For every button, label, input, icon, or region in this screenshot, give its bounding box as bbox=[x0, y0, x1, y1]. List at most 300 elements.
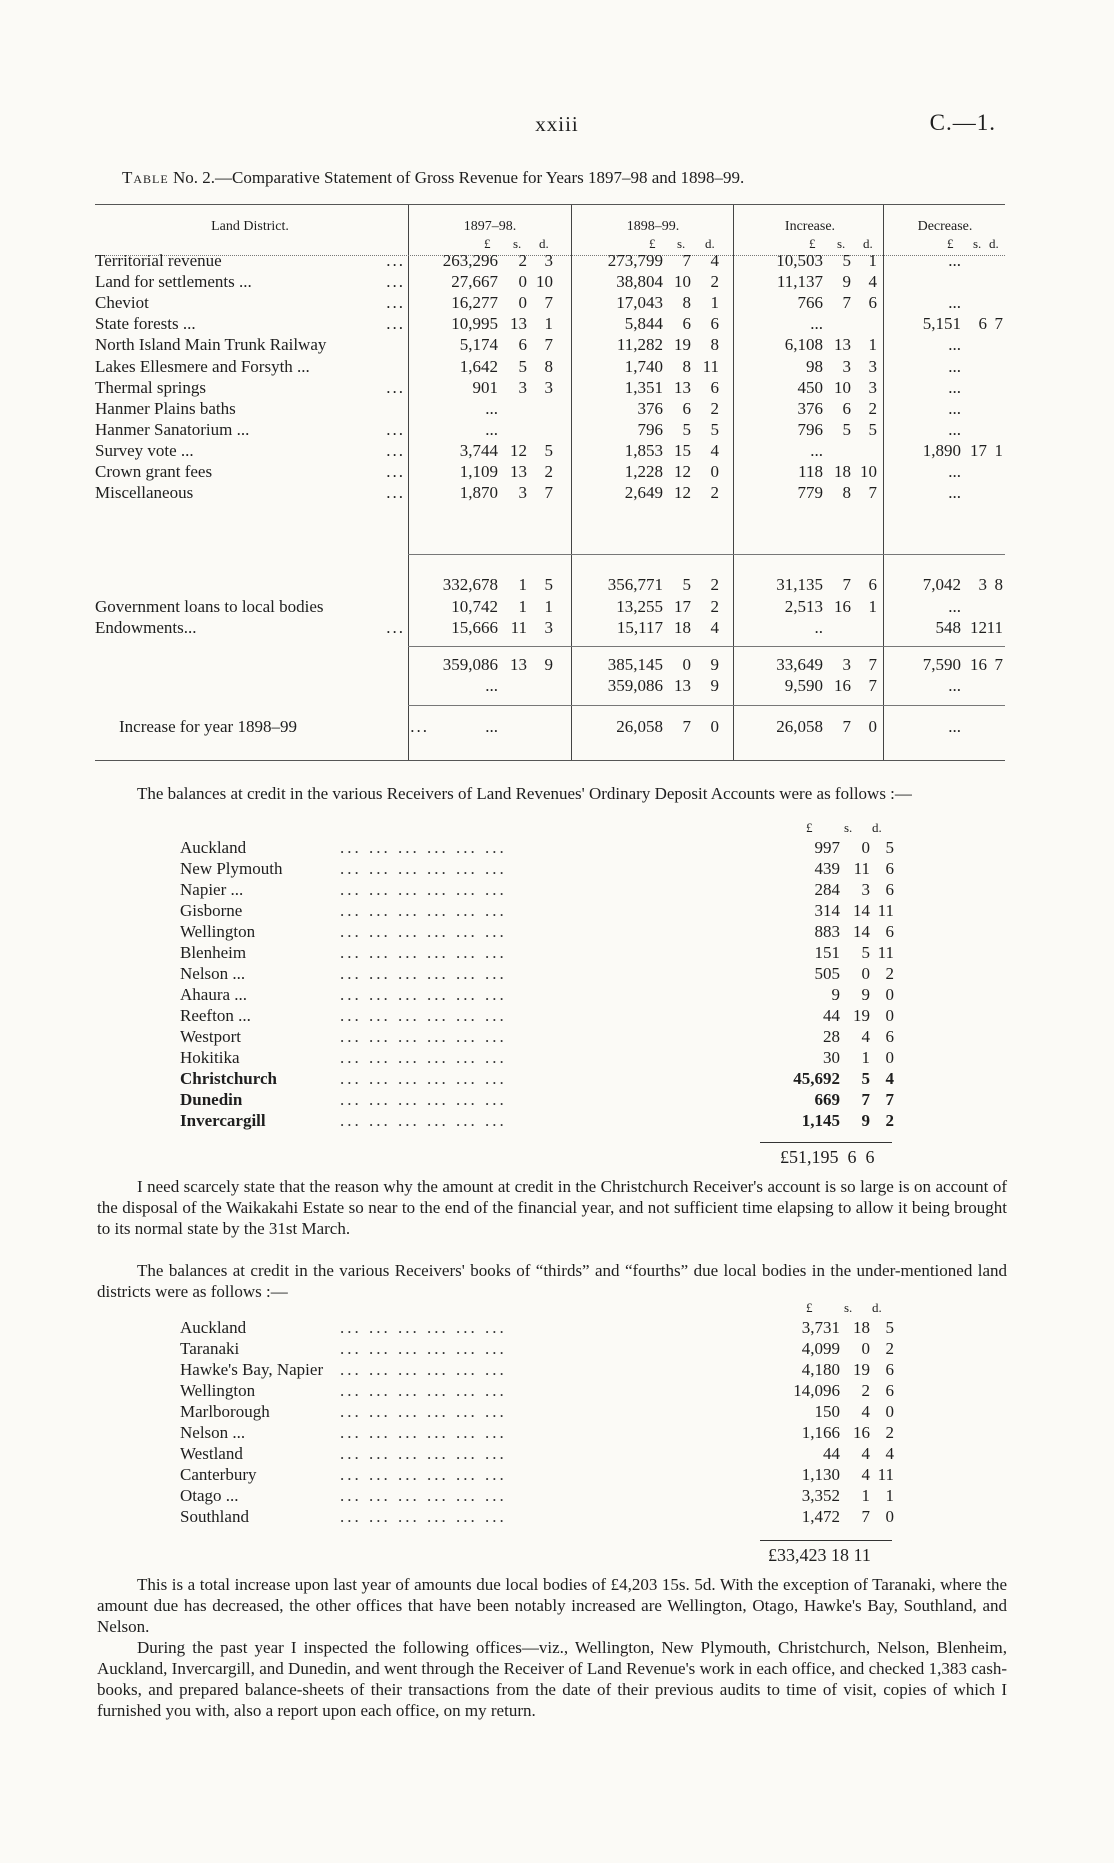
loans-row-0-c2-pound: 13,255 bbox=[616, 597, 663, 616]
balance-row bbox=[180, 1339, 940, 1360]
table-row-8-c2-pence: 5 bbox=[710, 419, 719, 439]
table-title bbox=[122, 168, 1002, 188]
table-row-1-c3-pence: 4 bbox=[868, 272, 877, 292]
district-name: Westland bbox=[180, 1444, 243, 1463]
district-name: Canterbury bbox=[180, 1465, 257, 1484]
table-row-11-c2-pound: 2,649 bbox=[624, 483, 663, 503]
balance-amount-pounds: 14,096 bbox=[793, 1381, 840, 1400]
total-row-c1-pence: 9 bbox=[544, 655, 553, 674]
leader-dots: ... bbox=[386, 483, 405, 503]
leader-dots: ... bbox=[386, 293, 405, 313]
balance-amount-pence: 6 bbox=[885, 922, 894, 941]
table-row-0-c3-pence: 1 bbox=[868, 251, 877, 270]
paragraph-inspections bbox=[97, 1637, 1007, 1721]
table-row-6-c2-shilling: 13 bbox=[674, 377, 691, 397]
table-row-3-c2-shilling: 6 bbox=[682, 314, 691, 334]
balance-amount-pounds: 30 bbox=[823, 1048, 840, 1067]
balance-amount-pence: 2 bbox=[885, 1111, 894, 1130]
balance-amount-pence: 6 bbox=[885, 1381, 894, 1400]
district-name: Napier ... bbox=[180, 880, 244, 899]
table-row-2-c1-shilling: 0 bbox=[518, 293, 527, 313]
table-row-2-c2-pound: 17,043 bbox=[616, 293, 663, 313]
district-name: Dunedin bbox=[180, 1090, 243, 1109]
row-label-text: Crown grant fees bbox=[95, 462, 213, 481]
leader-dots: ... ... ... ... ... ... bbox=[340, 1111, 507, 1130]
subtotal-row-c2-pence: 2 bbox=[710, 575, 719, 594]
district-name: Wellington bbox=[180, 922, 256, 941]
table-row-2-c2-pence: 1 bbox=[710, 293, 719, 313]
table-row-8-c2-pound: 796 bbox=[637, 419, 663, 439]
balance-row bbox=[180, 1381, 940, 1402]
table-row-5-c4-pound: ... bbox=[948, 356, 961, 376]
page-number: xxiii bbox=[535, 112, 579, 136]
balance-amount-pence: 11 bbox=[877, 901, 894, 920]
table-row-0-c1-pence: 3 bbox=[544, 251, 553, 270]
balance-row bbox=[180, 1318, 940, 1339]
table-row-1-c3-shilling: 9 bbox=[842, 272, 851, 292]
leader-dots: ... bbox=[386, 462, 405, 481]
row-label-text: North Island Main Trunk Railway bbox=[95, 335, 327, 355]
leader-dots: ... ... ... ... ... ... bbox=[340, 1486, 507, 1505]
balance-amount-shillings: 19 bbox=[853, 1006, 870, 1025]
balance-amount-pence: 6 bbox=[885, 880, 894, 899]
table-row-7-c2-pound: 376 bbox=[637, 398, 663, 418]
difference-rule bbox=[408, 705, 1005, 706]
subtotal-row-c3-pound: 31,135 bbox=[776, 575, 823, 594]
table-row-7-c4-pound: ... bbox=[948, 398, 961, 418]
table-row-7-c2-shilling: 6 bbox=[682, 398, 691, 418]
balance-amount-pence: 0 bbox=[885, 1507, 894, 1526]
district-name: Christchurch bbox=[180, 1069, 277, 1088]
balance-amount-pence: 0 bbox=[885, 1006, 894, 1025]
row-label bbox=[95, 378, 405, 398]
balance-amount-shillings: 5 bbox=[861, 943, 870, 962]
table-row-4-c3-pound: 6,108 bbox=[784, 335, 823, 355]
table-row-10-c1-pence: 2 bbox=[544, 462, 553, 481]
list2-unit-shilling: s. bbox=[844, 1300, 853, 1315]
district-name: Invercargill bbox=[180, 1111, 266, 1130]
less-row-c2-shilling: 13 bbox=[674, 676, 691, 695]
table-row-1-c2-pence: 2 bbox=[710, 272, 719, 292]
table-row-3-c4-pence: 7 bbox=[994, 314, 1003, 334]
subtotal-row-c2-pound: 356,771 bbox=[607, 575, 663, 594]
balance-amount-pence: 5 bbox=[885, 1318, 894, 1337]
balance-row bbox=[180, 880, 940, 901]
table-row-10-c1-shilling: 13 bbox=[510, 462, 527, 481]
unit-label-shilling: s. bbox=[677, 236, 686, 251]
less-row-c2-pound: 359,086 bbox=[607, 676, 663, 695]
table-row-7-c1-pound: ... bbox=[485, 398, 498, 418]
loans-row-0-c3-pound: 2,513 bbox=[784, 597, 823, 616]
district-name: Auckland bbox=[180, 838, 247, 857]
table-row-5-c1-shilling: 5 bbox=[518, 356, 527, 376]
balance-amount-pounds: 4,180 bbox=[801, 1360, 840, 1379]
district-name: Ahaura ... bbox=[180, 985, 248, 1004]
balance-amount-pounds: 44 bbox=[823, 1444, 840, 1463]
deposit-balances-total: £51,195 6 6 bbox=[780, 1147, 875, 1167]
balance-amount-pounds: 45,692 bbox=[793, 1069, 840, 1088]
less-row-c1-pound: ... bbox=[485, 676, 498, 695]
increase-row-label-text: Increase for year 1898–99 bbox=[119, 717, 297, 736]
table-row-1-c2-shilling: 10 bbox=[674, 272, 691, 292]
table-row-2-c2-shilling: 8 bbox=[682, 293, 691, 313]
loans-row-0-c3-shilling: 16 bbox=[834, 597, 851, 616]
leader-dots: ... bbox=[386, 419, 405, 439]
col-header-district: Land District. bbox=[211, 219, 289, 234]
balance-amount-pence: 6 bbox=[885, 859, 894, 878]
leader-dots: ... ... ... ... ... ... bbox=[340, 1507, 507, 1526]
row-label-text: Miscellaneous bbox=[95, 483, 194, 503]
list1-unit-pence: d. bbox=[872, 820, 882, 835]
balance-row bbox=[180, 1402, 940, 1423]
leader-dots: ... ... ... ... ... ... bbox=[340, 1444, 507, 1463]
increase-row-c4-pound: ... bbox=[948, 717, 961, 736]
table-row-10-c3-pence: 10 bbox=[860, 462, 877, 481]
district-name: Gisborne bbox=[180, 901, 243, 920]
document-reference: C.—1. bbox=[929, 110, 996, 135]
paragraph-deposit-accounts bbox=[97, 783, 1007, 804]
table-row-0-c1-pound: 263,296 bbox=[442, 251, 498, 270]
subtotal-row-c2-shilling: 5 bbox=[682, 575, 691, 594]
table-row-3-c1-shilling: 13 bbox=[510, 314, 527, 334]
balance-row bbox=[180, 1465, 940, 1486]
balance-amount-shillings: 14 bbox=[853, 922, 870, 941]
balance-row bbox=[180, 1006, 940, 1027]
balance-amount-pence: 2 bbox=[885, 1423, 894, 1442]
leader-dots: ... ... ... ... ... ... bbox=[340, 838, 507, 857]
table-row-5-c1-pence: 8 bbox=[544, 356, 553, 376]
row-label-text: Hanmer Plains baths bbox=[95, 398, 236, 418]
balance-amount-shillings: 14 bbox=[853, 901, 870, 920]
balance-row bbox=[180, 1360, 940, 1381]
increase-row-label bbox=[95, 717, 429, 737]
balance-amount-pounds: 1,472 bbox=[801, 1507, 840, 1526]
unit-label-pound: £ bbox=[947, 236, 954, 251]
table-row-3-c4-pound: 5,151 bbox=[922, 314, 961, 334]
table-row-11-c2-pence: 2 bbox=[710, 483, 719, 503]
balance-amount-pence: 0 bbox=[885, 985, 894, 1004]
table-row-10-c3-pound: 118 bbox=[798, 462, 823, 481]
table-row-11-c2-shilling: 12 bbox=[674, 483, 691, 503]
loans-row-1-c2-pound: 15,117 bbox=[616, 618, 663, 638]
row-label-text: Survey vote ... bbox=[95, 440, 194, 460]
leader-dots: ... ... ... ... ... ... bbox=[340, 901, 507, 920]
total-rule bbox=[408, 646, 1005, 647]
table-row-6-c3-pence: 3 bbox=[868, 377, 877, 397]
row-label bbox=[95, 272, 405, 292]
total-row-c1-shilling: 13 bbox=[510, 655, 527, 674]
balance-row bbox=[180, 985, 940, 1006]
table-row-9-c3-pound: ... bbox=[810, 440, 823, 460]
balance-amount-pounds: 150 bbox=[814, 1402, 840, 1421]
table-row-8-c3-pound: 796 bbox=[797, 419, 823, 439]
balance-amount-shillings: 0 bbox=[861, 964, 870, 983]
table-row-4-c1-shilling: 6 bbox=[518, 335, 527, 355]
loans-row-1-c2-pence: 4 bbox=[710, 618, 719, 638]
table-row-8-c3-shilling: 5 bbox=[842, 419, 851, 439]
unit-label-pound: £ bbox=[809, 236, 816, 251]
balance-amount-pounds: 1,145 bbox=[801, 1111, 840, 1130]
balance-amount-pounds: 3,352 bbox=[801, 1486, 840, 1505]
paragraph-christchurch bbox=[97, 1176, 1007, 1239]
table-row-5-c3-pound: 98 bbox=[806, 356, 823, 376]
balance-amount-pounds: 669 bbox=[814, 1090, 840, 1109]
table-row-4-c2-shilling: 19 bbox=[674, 335, 691, 355]
balance-amount-shillings: 9 bbox=[861, 985, 870, 1004]
column-rule bbox=[883, 205, 884, 760]
table-row-3-c1-pound: 10,995 bbox=[451, 314, 498, 334]
total-row-c3-pound: 33,649 bbox=[776, 655, 823, 674]
table-row-0-c2-pound: 273,799 bbox=[607, 251, 663, 270]
balance-amount-shillings: 0 bbox=[861, 838, 870, 857]
leader-dots: ... ... ... ... ... ... bbox=[340, 1027, 507, 1046]
table-row-7-c3-pence: 2 bbox=[868, 398, 877, 418]
leader-dots: ... ... ... ... ... ... bbox=[340, 1381, 507, 1400]
subtotal-row-c3-shilling: 7 bbox=[842, 575, 851, 594]
less-row-c4-pound: ... bbox=[948, 676, 961, 695]
loans-row-0-c1-shilling: 1 bbox=[518, 597, 527, 616]
leader-dots: ... ... ... ... ... ... bbox=[340, 985, 507, 1004]
leader-dots: ... ... ... ... ... ... bbox=[340, 922, 507, 941]
unit-label-pence: d. bbox=[539, 236, 549, 251]
table-row-4-c1-pound: 5,174 bbox=[459, 335, 498, 355]
leader-dots: ... ... ... ... ... ... bbox=[340, 1048, 507, 1067]
balance-row bbox=[180, 1444, 940, 1465]
row-label bbox=[95, 483, 405, 503]
balance-amount-shillings: 18 bbox=[853, 1318, 870, 1337]
table-row-2-c3-shilling: 7 bbox=[842, 293, 851, 313]
list2-unit-pound: £ bbox=[806, 1300, 813, 1315]
table-row-5-c3-shilling: 3 bbox=[842, 356, 851, 376]
table-row-10-c3-shilling: 18 bbox=[834, 462, 851, 481]
table-row-8-c2-shilling: 5 bbox=[682, 419, 691, 439]
balance-amount-pence: 4 bbox=[885, 1444, 894, 1463]
balance-amount-pence: 0 bbox=[885, 1402, 894, 1421]
leader-dots: ... bbox=[386, 377, 405, 397]
paragraph-thirds-fourths bbox=[97, 1260, 1007, 1302]
sum-rule bbox=[760, 1540, 892, 1541]
balance-row bbox=[180, 1048, 940, 1069]
leader-dots: ... ... ... ... ... ... bbox=[340, 943, 507, 962]
paragraph-christchurch-text: I need scarcely state that the reason why the amount at credit in the Christchurch Receiver's account is so large is on account of the disposal of the Waikakahi Estate so near to the end of the financial year, and not sufficient time elapsing to allow it being brought to its normal state by the 31st March. bbox=[97, 1177, 1007, 1238]
balance-amount-pence: 11 bbox=[877, 1465, 894, 1484]
column-rule bbox=[733, 205, 734, 760]
row-label-text: Territorial revenue bbox=[95, 251, 222, 270]
col-header-1898: 1898–99. bbox=[626, 219, 680, 234]
unit-label-shilling: s. bbox=[973, 236, 982, 251]
table-row-6-c1-pence: 3 bbox=[544, 377, 553, 397]
subtotal-row-c1-pence: 5 bbox=[544, 575, 553, 594]
loans-row-1-c4-pound: 548 bbox=[935, 618, 961, 638]
balance-amount-shillings: 4 bbox=[861, 1444, 870, 1463]
balance-amount-pounds: 151 bbox=[814, 943, 840, 962]
paragraph-increase bbox=[97, 1574, 1007, 1637]
balance-amount-pounds: 505 bbox=[814, 964, 840, 983]
balance-amount-pence: 11 bbox=[877, 943, 894, 962]
balance-row bbox=[180, 1111, 940, 1132]
table-row-1-c1-pence: 10 bbox=[536, 272, 553, 292]
table-row-9-c1-shilling: 12 bbox=[510, 440, 527, 460]
unit-label-pence: d. bbox=[989, 236, 999, 251]
total-row-c2-pence: 9 bbox=[710, 655, 719, 674]
increase-row-c2-shilling: 7 bbox=[682, 717, 691, 736]
table-row-3-c3-pound: ... bbox=[810, 314, 823, 334]
row-label-text: Hanmer Sanatorium ... bbox=[95, 419, 250, 439]
balance-row bbox=[180, 943, 940, 964]
balance-amount-pence: 1 bbox=[885, 1486, 894, 1505]
balance-row bbox=[180, 1486, 940, 1507]
balance-amount-pounds: 439 bbox=[814, 859, 840, 878]
table-row-11-c3-shilling: 8 bbox=[842, 483, 851, 503]
table-row-3-c2-pence: 6 bbox=[710, 314, 719, 334]
table-row-0-c2-shilling: 7 bbox=[682, 251, 691, 270]
table-row-1-c3-pound: 11,137 bbox=[776, 272, 823, 292]
deposit-balances-list bbox=[180, 838, 940, 1132]
district-name: Hokitika bbox=[180, 1048, 240, 1067]
district-name: Blenheim bbox=[180, 943, 247, 962]
table-row-7-c3-shilling: 6 bbox=[842, 398, 851, 418]
leader-dots: ... bbox=[386, 440, 405, 460]
balance-amount-pounds: 1,166 bbox=[801, 1423, 840, 1442]
total-row-c2-shilling: 0 bbox=[682, 655, 691, 674]
leader-dots: ... bbox=[386, 314, 405, 334]
table-row-0-c3-pound: 10,503 bbox=[776, 251, 823, 270]
table-row-1-c1-pound: 27,667 bbox=[451, 272, 498, 292]
total-row-c4-shilling: 16 bbox=[970, 655, 987, 674]
table-row-9-c2-shilling: 15 bbox=[674, 440, 691, 460]
leader-dots: ... ... ... ... ... ... bbox=[340, 1465, 507, 1484]
table-row-4-c3-pence: 1 bbox=[868, 335, 877, 355]
table-row-9-c1-pound: 3,744 bbox=[459, 440, 498, 460]
balance-amount-pounds: 9 bbox=[831, 985, 840, 1004]
table-row-6-c3-pound: 450 bbox=[797, 377, 823, 397]
balance-row bbox=[180, 901, 940, 922]
row-label-text: Land for settlements ... bbox=[95, 272, 252, 292]
row-label bbox=[95, 357, 405, 377]
leader-dots: ... bbox=[386, 251, 405, 270]
unit-label-pound: £ bbox=[649, 236, 656, 251]
table-row-9-c4-pound: 1,890 bbox=[922, 440, 961, 460]
leader-dots: ... ... ... ... ... ... bbox=[340, 964, 507, 983]
local-bodies-balances-list bbox=[180, 1318, 940, 1528]
paragraph-thirds-fourths-text: The balances at credit in the various Receivers' books of “thirds” and “fourths” due local bodies in the under-mentioned land districts were as follows :— bbox=[97, 1261, 1007, 1301]
sum-rule bbox=[760, 1142, 892, 1143]
table-row-7-c2-pence: 2 bbox=[710, 398, 719, 418]
table-row-8-c3-pence: 5 bbox=[868, 419, 877, 439]
subtotal-rule bbox=[408, 554, 1005, 555]
district-name: Wellington bbox=[180, 1381, 256, 1400]
table-row-11-c4-pound: ... bbox=[948, 483, 961, 503]
table-row-4-c2-pound: 11,282 bbox=[616, 335, 663, 355]
balance-amount-shillings: 9 bbox=[861, 1111, 870, 1130]
balance-amount-pence: 2 bbox=[885, 1339, 894, 1358]
list1-unit-shilling: s. bbox=[844, 820, 853, 835]
total-row-c4-pence: 7 bbox=[994, 655, 1003, 674]
district-name: Hawke's Bay, Napier bbox=[180, 1360, 324, 1379]
balance-amount-pence: 4 bbox=[885, 1069, 894, 1088]
leader-dots: ... bbox=[410, 717, 429, 736]
balance-row bbox=[180, 1090, 940, 1111]
table-row-11-c3-pence: 7 bbox=[868, 483, 877, 503]
row-label bbox=[95, 335, 405, 355]
table-row-3-c1-pence: 1 bbox=[544, 314, 553, 334]
balance-amount-shillings: 3 bbox=[861, 880, 870, 899]
district-name: New Plymouth bbox=[180, 859, 283, 878]
table-row-6-c3-shilling: 10 bbox=[834, 377, 851, 397]
balance-amount-pence: 6 bbox=[885, 1360, 894, 1379]
row-label bbox=[95, 618, 405, 638]
balance-amount-shillings: 4 bbox=[861, 1027, 870, 1046]
total-row-c3-shilling: 3 bbox=[842, 655, 851, 674]
table-row-4-c2-pence: 8 bbox=[710, 335, 719, 355]
balance-amount-shillings: 7 bbox=[861, 1507, 870, 1526]
leader-dots: ... ... ... ... ... ... bbox=[340, 1318, 507, 1337]
table-row-11-c1-shilling: 3 bbox=[518, 483, 527, 503]
balance-amount-shillings: 0 bbox=[861, 1339, 870, 1358]
table-row-0-c2-pence: 4 bbox=[710, 251, 719, 270]
district-name: Otago ... bbox=[180, 1486, 239, 1505]
balance-row bbox=[180, 1507, 940, 1528]
increase-row-c3-pence: 0 bbox=[868, 717, 877, 736]
subtotal-row-c1-shilling: 1 bbox=[518, 575, 527, 594]
balance-amount-shillings: 4 bbox=[861, 1402, 870, 1421]
table-row-5-c3-pence: 3 bbox=[868, 356, 877, 376]
row-label bbox=[95, 597, 405, 617]
row-label bbox=[95, 251, 405, 271]
table-title-text: No. 2.—Comparative Statement of Gross Revenue for Years 1897–98 and 1898–99. bbox=[172, 168, 745, 187]
balance-amount-pounds: 44 bbox=[823, 1006, 840, 1025]
leader-dots: ... ... ... ... ... ... bbox=[340, 1402, 507, 1421]
table-title-prefix: Table bbox=[122, 168, 169, 187]
balance-amount-shillings: 4 bbox=[861, 1465, 870, 1484]
unit-label-pence: d. bbox=[705, 236, 715, 251]
column-rule bbox=[408, 205, 409, 760]
list1-unit-pound: £ bbox=[806, 820, 813, 835]
balance-amount-pounds: 4,099 bbox=[801, 1339, 840, 1358]
table-row-8-c4-pound: ... bbox=[948, 419, 961, 439]
balance-amount-shillings: 19 bbox=[853, 1360, 870, 1379]
table-row-10-c2-shilling: 12 bbox=[674, 462, 691, 481]
table-row-6-c1-pound: 901 bbox=[472, 377, 498, 397]
balance-row bbox=[180, 1069, 940, 1090]
list2-unit-pence: d. bbox=[872, 1300, 882, 1315]
subtotal-row-c4-pound: 7,042 bbox=[922, 575, 961, 594]
subtotal-row-c4-pence: 8 bbox=[994, 575, 1003, 594]
total-row-c2-pound: 385,145 bbox=[607, 655, 663, 674]
increase-row-c2-pence: 0 bbox=[710, 717, 719, 736]
table-row-6-c1-shilling: 3 bbox=[518, 377, 527, 397]
less-row-c3-pence: 7 bbox=[868, 676, 877, 695]
paragraph-deposit-accounts-text: The balances at credit in the various Receivers of Land Revenues' Ordinary Deposit Accounts were as follows :— bbox=[137, 784, 912, 803]
leader-dots: ... bbox=[386, 272, 405, 292]
increase-row-c3-shilling: 7 bbox=[842, 717, 851, 736]
table-row-4-c3-shilling: 13 bbox=[834, 335, 851, 355]
leader-dots: ... ... ... ... ... ... bbox=[340, 1423, 507, 1442]
row-label-text: Thermal springs bbox=[95, 377, 206, 397]
unit-label-shilling: s. bbox=[513, 236, 522, 251]
balance-amount-pence: 0 bbox=[885, 1048, 894, 1067]
table-row-0-c3-shilling: 5 bbox=[842, 251, 851, 270]
unit-label-shilling: s. bbox=[837, 236, 846, 251]
loans-row-0-c4-pound: ... bbox=[948, 597, 961, 616]
col-header-decrease: Decrease. bbox=[917, 219, 973, 234]
leader-dots: ... ... ... ... ... ... bbox=[340, 859, 507, 878]
balance-amount-pence: 6 bbox=[885, 1027, 894, 1046]
table-row-5-c2-shilling: 8 bbox=[682, 356, 691, 376]
total-row-c4-pound: 7,590 bbox=[922, 655, 961, 674]
balance-amount-shillings: 5 bbox=[861, 1069, 870, 1088]
balance-amount-shillings: 11 bbox=[853, 859, 870, 878]
